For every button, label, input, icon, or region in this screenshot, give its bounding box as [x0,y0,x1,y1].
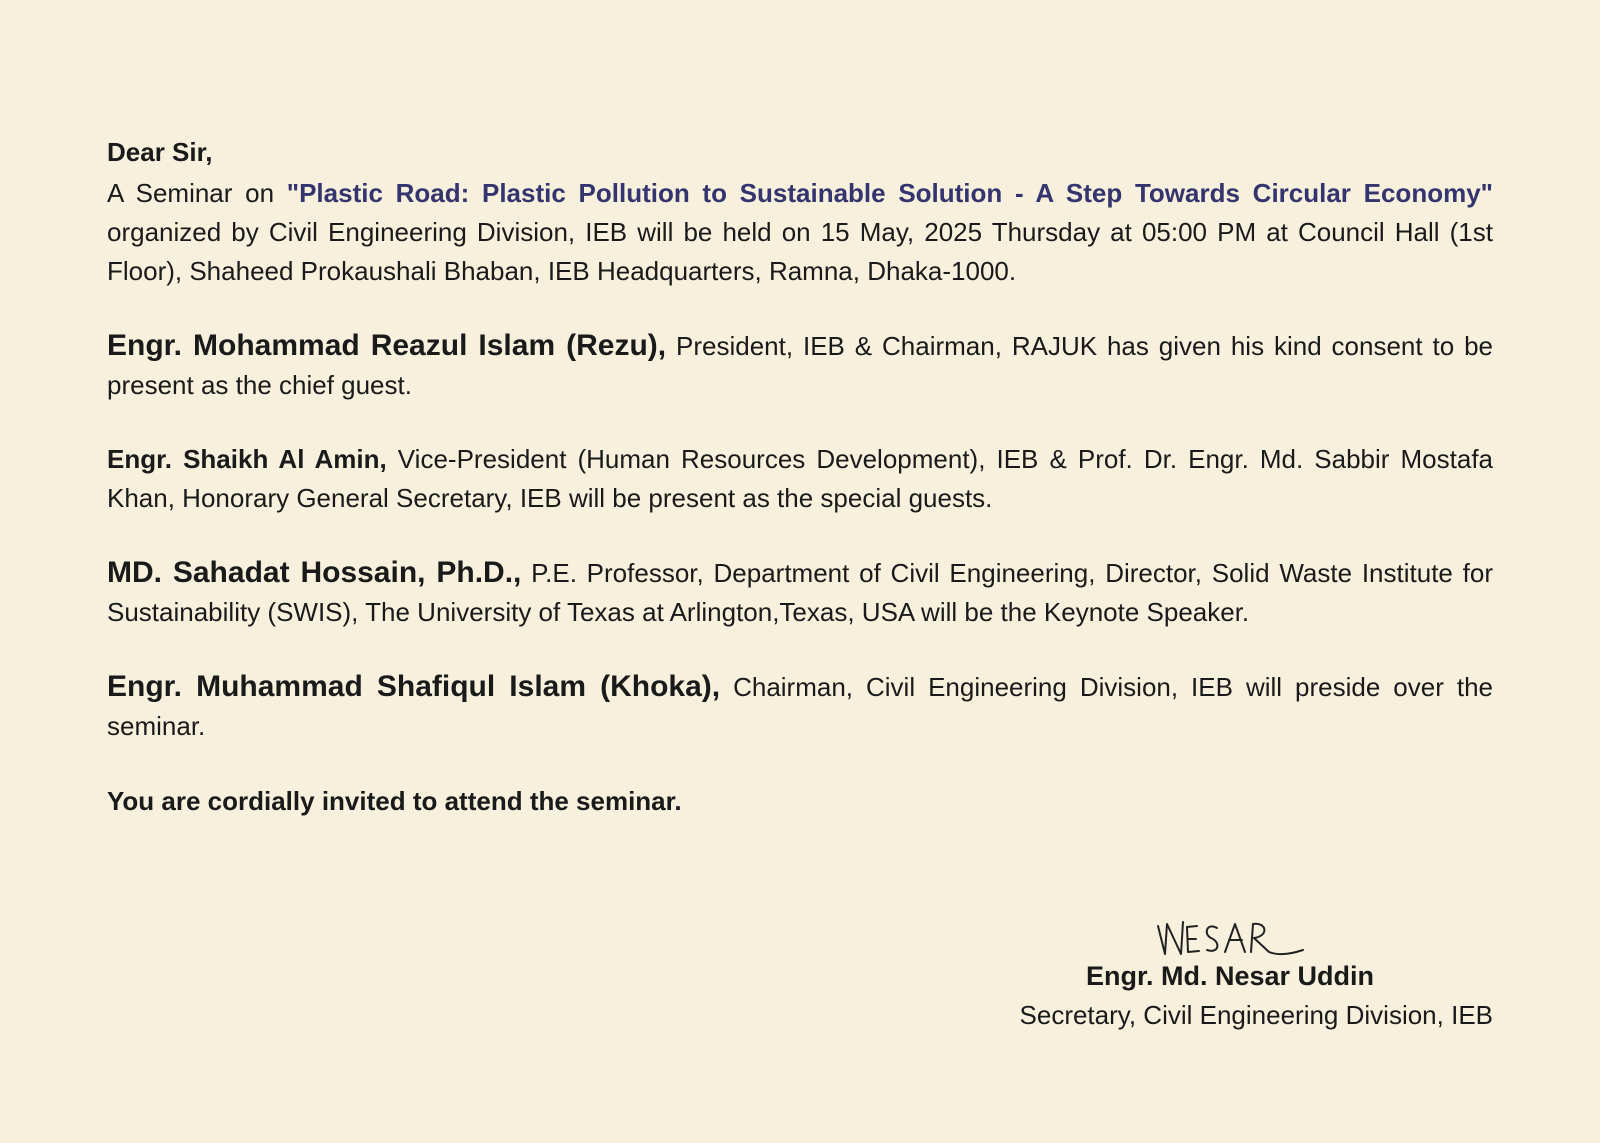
chief-guest-text: President, IEB & Chairman, RAJUK has given his kind consent to be present as the chief guest. [107,331,1494,400]
chair-name: Engr. Muhammad Shafiqul Islam (Khoka), [107,670,721,703]
keynote-text: P.E. Professor, Department of Civil Engineering, Director, Solid Waste Institute for Sustainability (SWIS), The University of Texas at Arlington,Texas, USA will be the Keynote Speaker. [107,558,1493,627]
signer-name: Engr. Md. Nesar Uddin [1085,961,1375,991]
chair-paragraph [107,667,1493,746]
special-guests-text: Vice-President (Human Resources Development), IEB & Prof. Dr. Engr. Md. Sabbir Mostafa Khan, Honorary General Secretary, IEB will be present as the special guests. [107,444,1493,513]
chief-guest-paragraph [107,326,1493,405]
keynote-paragraph [107,553,1493,632]
closing-line: You are cordially invited to attend the seminar. [107,786,682,816]
special-guest-name: Engr. Shaikh Al Amin, [107,444,387,474]
letter-body [107,130,1493,847]
seminar-title: "Plastic Road: Plastic Pollution to Sustainable Solution - A Step Towards Circular Economy" [286,178,1493,208]
special-guests-paragraph [107,440,1493,518]
keynote-speaker-name: MD. Sahadat Hossain, Ph.D., [107,556,522,589]
intro-prefix: A Seminar on [107,178,287,208]
intro-paragraph [107,174,1493,291]
chair-text: Chairman, Civil Engineering Division, IEB will preside over the seminar. [107,672,1493,741]
intro-details: organized by Civil Engineering Division, IEB will be held on 15 May, 2025 Thursday at 05:00 PM at Council Hall (1st Floor), Shaheed Prokaushali Bhaban, IEB Headquarters, Ramna, Dhaka-1000. [107,217,1493,286]
signer-title: Secretary, Civil Engineering Division, IEB [1019,1000,1493,1030]
greeting: Dear Sir, [107,137,213,167]
chief-guest-name: Engr. Mohammad Reazul Islam (Rezu), [107,329,667,362]
